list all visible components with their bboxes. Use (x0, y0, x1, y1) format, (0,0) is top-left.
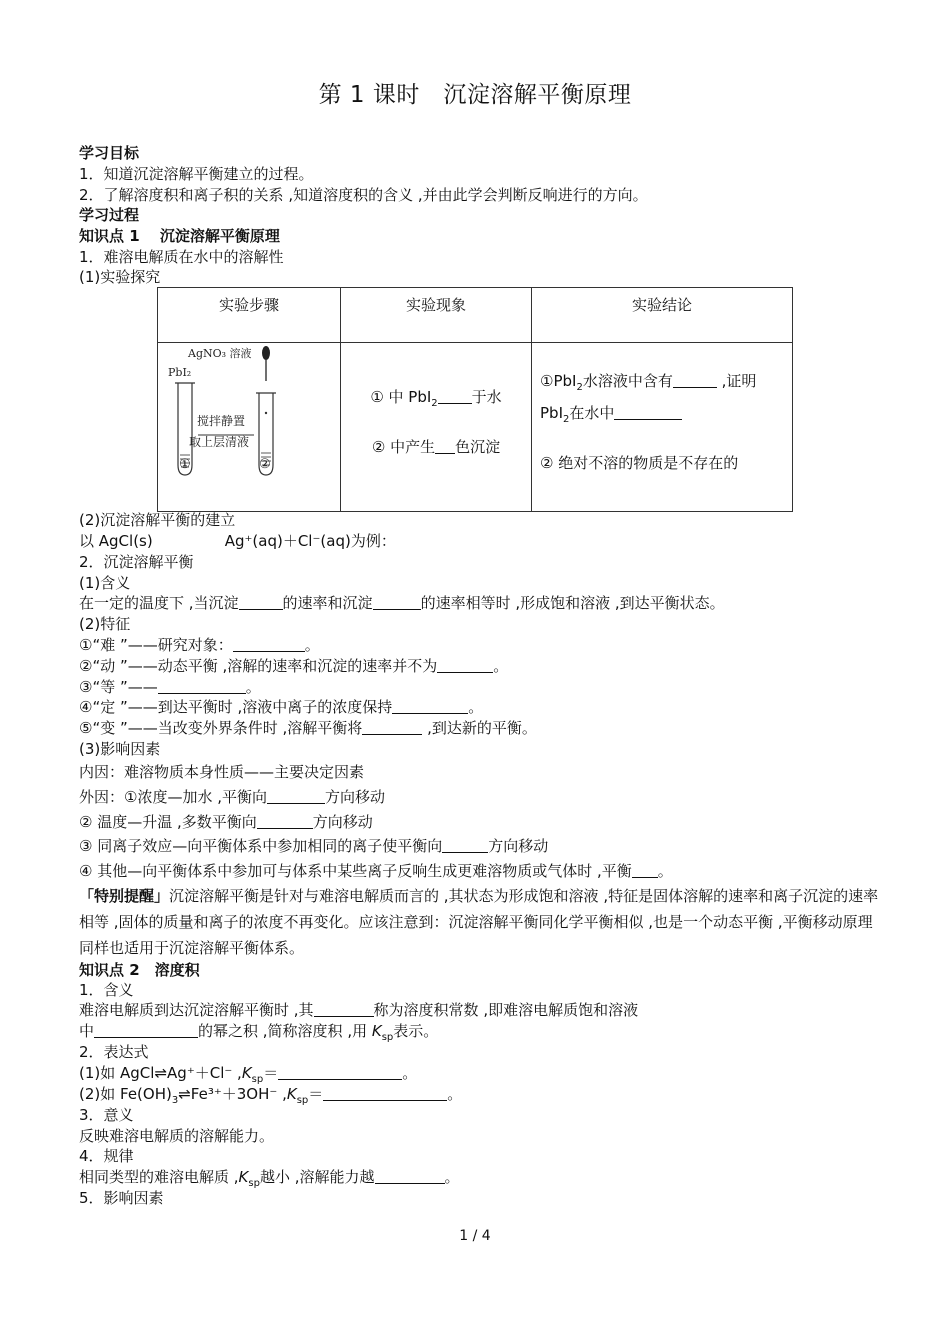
ksp-rule: 相同类型的难溶电解质 $,K_{sp}$越小 ,溶解能力越 。 (79, 1168, 460, 1189)
feature-2: ②“动 ”——动态平衡 ,溶解的速率和沉淀的速率并不为 。 (79, 657, 509, 675)
label-num-2: ② (259, 457, 271, 472)
feature-4: ④“定 ”——到达平衡时 ,溶液中离子的浓度保持 。 (79, 698, 484, 716)
equilibrium-arrow-icon: ⇌ (178, 1085, 191, 1103)
knowledge-point-2: 知识点 2 溶度积 (79, 961, 200, 979)
table-cell-steps (158, 343, 341, 512)
ksp-item-2: 2．表达式 (79, 1043, 149, 1061)
ksp-item-4: 4．规律 (79, 1147, 134, 1165)
item-2-1: (1)含义 (79, 574, 131, 592)
external-factor-2: ② 温度—升温 ,多数平衡向 方向移动 (79, 813, 373, 831)
external-factor-1: 外因：①浓度—加水 ,平衡向 方向移动 (79, 788, 386, 806)
agcl-equation: 以 AgCl(s) Ag⁺(aq)＋Cl⁻(aq)为例： (79, 532, 396, 550)
ksp-definition-1: 难溶电解质到达沉淀溶解平衡时 ,其 称为溶度积常数 ,即难溶电解质饱和溶液 (79, 1001, 639, 1019)
table-header-steps: 实验步骤 (158, 288, 341, 343)
item-1-1: (1)实验探究 (79, 268, 161, 286)
item-1-2: (2)沉淀溶解平衡的建立 (79, 511, 236, 529)
definition-text: 在一定的温度下 ,当沉淀 的速率和沉淀 的速率相等时 ,形成饱和溶液 ,到达平衡状态。 (79, 594, 725, 612)
label-pbi2: PbI₂ (168, 366, 192, 379)
label-num-1: ① (179, 457, 191, 472)
special-tip: 「特别提醒」沉淀溶解平衡是针对与难溶电解质而言的 ,其状态为形成饱和溶液 ,特征是固体溶解的速率和离子沉淀的速率相等 ,固体的质量和离子的浓度不再变化。应该注意到：沉淀溶解平衡同化学平衡相似 ,也是一个动态平衡 ,平衡移动原理同样也适用于沉淀溶解平衡体系。 (79, 887, 879, 957)
ksp-item-5: 5．影响因素 (79, 1189, 164, 1207)
ksp-expression-2: (2)如 $Fe(OH)_3\rightleftharpoons Fe^{3+}+3OH^-$ $,K_{sp}=$ 。 (79, 1085, 463, 1106)
conclusion-2: PbI$_2$在水中 (540, 397, 792, 429)
table-header-phenomena: 实验现象 (341, 288, 532, 343)
label-agno3: AgNO₃ 溶液 (188, 347, 252, 360)
page-number: 1 / 4 (459, 1228, 491, 1244)
goal-1: 1．知道沉淀溶解平衡建立的过程。 (79, 165, 314, 183)
section-goal: 学习目标 (79, 144, 140, 162)
ksp-item-3: 3．意义 (79, 1106, 134, 1124)
experiment-diagram (158, 343, 340, 493)
label-take: 取上层清液 (189, 435, 250, 449)
ksp-meaning: 反映难溶电解质的溶解能力。 (79, 1127, 275, 1145)
phenomenon-2: ② 中产生 色沉淀 (371, 438, 501, 456)
ksp-expression-1: (1)如 AgCl⇌Ag⁺＋Cl⁻ $,K_{sp}=$ 。 (79, 1064, 418, 1085)
feature-5: ⑤“变 ”——当改变外界条件时 ,溶解平衡将 ,到达新的平衡。 (79, 719, 537, 737)
conclusion-3: ② 绝对不溶的物质是不存在的 (540, 454, 739, 472)
item-2: 2．沉淀溶解平衡 (79, 553, 194, 571)
item-1: 1．难溶电解质在水中的溶解性 (79, 248, 284, 266)
ksp-definition-2: 中 的幂之积 ,简称溶度积 ,用 $K_{sp}$表示。 (79, 1022, 439, 1043)
external-factor-3: ③ 同离子效应—向平衡体系中参加相同的离子使平衡向 方向移动 (79, 837, 549, 855)
experiment-table (157, 287, 793, 512)
table-header-conclusion: 实验结论 (532, 288, 793, 343)
item-2-3: (3)影响因素 (79, 740, 161, 758)
internal-factor: 内因：难溶物质本身性质——主要决定因素 (79, 763, 365, 781)
table-cell-conclusion (532, 343, 793, 512)
label-stir: 搅拌静置 (197, 414, 246, 428)
item-2-2: (2)特征 (79, 615, 131, 633)
page-title: 第 1 课时 沉淀溶解平衡原理 (318, 82, 632, 108)
conclusion-1: ①PbI$_2$水溶液中含有 ,证明 (540, 372, 757, 393)
knowledge-point-1: 知识点 1 沉淀溶解平衡原理 (79, 227, 280, 245)
section-process: 学习过程 (79, 206, 140, 224)
equilibrium-arrow-icon: ⇌ (154, 1064, 168, 1082)
external-factor-4: ④ 其他—向平衡体系中参加可与体系中某些离子反响生成更难溶物质或气体时 ,平衡 。 (79, 862, 673, 880)
feature-1: ①“难 ”——研究对象： 。 (79, 636, 320, 654)
table-cell-phenomena (341, 343, 532, 512)
ksp-item-1: 1．含义 (79, 981, 134, 999)
goal-2: 2．了解溶度积和离子积的关系 ,知道溶度积的含义 ,并由此学会判断反响进行的方向。 (79, 186, 648, 204)
feature-3: ③“等 ”—— 。 (79, 678, 261, 696)
phenomenon-1: ① 中 PbI$_2$ 于水 (370, 388, 502, 409)
